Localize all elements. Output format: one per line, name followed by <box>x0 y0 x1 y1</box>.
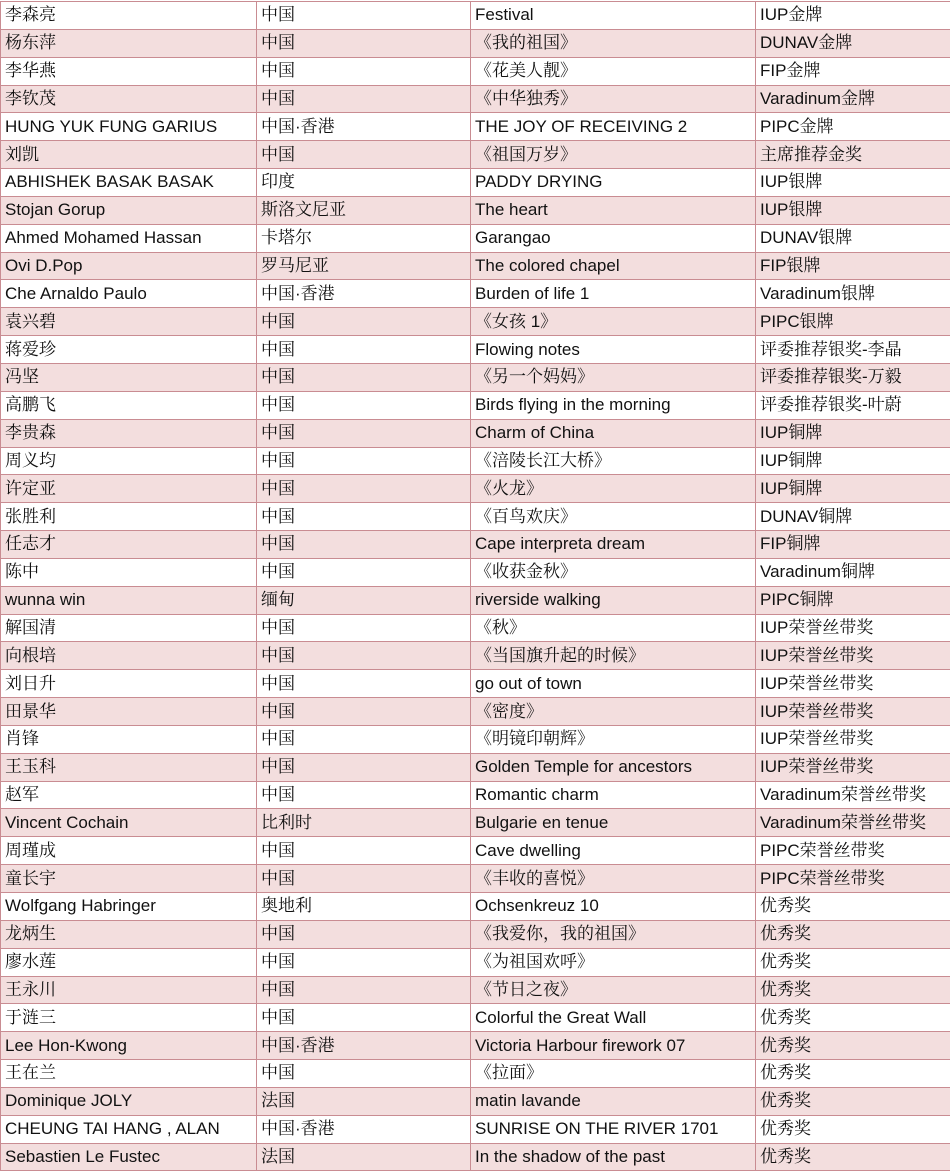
photographer-cell: 李森亮 <box>1 2 257 30</box>
award-cell: 优秀奖 <box>756 948 950 976</box>
award-cell: 评委推荐银奖-李晶 <box>756 336 950 364</box>
photographer-cell: 王玉科 <box>1 753 257 781</box>
award-cell: 评委推荐银奖-叶蔚 <box>756 391 950 419</box>
award-cell: IUP荣誉丝带奖 <box>756 753 950 781</box>
country-cell: 中国 <box>257 85 471 113</box>
photographer-cell: 冯坚 <box>1 363 257 391</box>
photographer-cell: 李贵森 <box>1 419 257 447</box>
award-cell: 优秀奖 <box>756 1115 950 1143</box>
table-row <box>1 893 950 921</box>
photographer-cell: 周瑾成 <box>1 837 257 865</box>
country-cell: 中国 <box>257 865 471 893</box>
award-cell: IUP铜牌 <box>756 419 950 447</box>
work-title-cell: Festival <box>471 2 756 30</box>
work-title-cell: matin lavande <box>471 1087 756 1115</box>
table-row <box>1 2 950 30</box>
country-cell: 中国 <box>257 558 471 586</box>
country-cell: 中国·香港 <box>257 113 471 141</box>
awards-table-body <box>1 2 950 1171</box>
work-title-cell: Golden Temple for ancestors <box>471 753 756 781</box>
country-cell: 法国 <box>257 1143 471 1171</box>
work-title-cell: 《丰收的喜悦》 <box>471 865 756 893</box>
country-cell: 中国·香港 <box>257 1115 471 1143</box>
country-cell: 中国 <box>257 141 471 169</box>
photographer-cell: Stojan Gorup <box>1 196 257 224</box>
photographer-cell: 王永川 <box>1 976 257 1004</box>
award-cell: 优秀奖 <box>756 1060 950 1088</box>
award-cell: Varadinum荣誉丝带奖 <box>756 809 950 837</box>
table-row <box>1 419 950 447</box>
award-cell: 优秀奖 <box>756 920 950 948</box>
work-title-cell: Garangao <box>471 224 756 252</box>
photographer-cell: 龙炳生 <box>1 920 257 948</box>
work-title-cell: The colored chapel <box>471 252 756 280</box>
country-cell: 中国 <box>257 2 471 30</box>
country-cell: 中国 <box>257 447 471 475</box>
photographer-cell: 高鹏飞 <box>1 391 257 419</box>
photographer-cell: 陈中 <box>1 558 257 586</box>
table-row <box>1 113 950 141</box>
table-row <box>1 169 950 197</box>
photographer-cell: 蒋爱珍 <box>1 336 257 364</box>
table-row <box>1 725 950 753</box>
table-row <box>1 531 950 559</box>
award-cell: Varadinum荣誉丝带奖 <box>756 781 950 809</box>
award-cell: 优秀奖 <box>756 893 950 921</box>
country-cell: 中国 <box>257 948 471 976</box>
work-title-cell: 《花美人靓》 <box>471 57 756 85</box>
photographer-cell: 赵军 <box>1 781 257 809</box>
table-row <box>1 614 950 642</box>
award-cell: Varadinum银牌 <box>756 280 950 308</box>
table-row <box>1 976 950 1004</box>
table-row <box>1 29 950 57</box>
photographer-cell: Vincent Cochain <box>1 809 257 837</box>
country-cell: 中国 <box>257 336 471 364</box>
photographer-cell: 刘凯 <box>1 141 257 169</box>
award-cell: Varadinum金牌 <box>756 85 950 113</box>
photographer-cell: 杨东萍 <box>1 29 257 57</box>
work-title-cell: Cape interpreta dream <box>471 531 756 559</box>
work-title-cell: 《收获金秋》 <box>471 558 756 586</box>
work-title-cell: Bulgarie en tenue <box>471 809 756 837</box>
table-row <box>1 391 950 419</box>
work-title-cell: riverside walking <box>471 586 756 614</box>
country-cell: 中国 <box>257 29 471 57</box>
award-cell: FIP银牌 <box>756 252 950 280</box>
photographer-cell: HUNG YUK FUNG GARIUS <box>1 113 257 141</box>
photographer-cell: Sebastien Le Fustec <box>1 1143 257 1171</box>
work-title-cell: In the shadow of the past <box>471 1143 756 1171</box>
table-row <box>1 586 950 614</box>
work-title-cell: Romantic charm <box>471 781 756 809</box>
photographer-cell: ABHISHEK BASAK BASAK <box>1 169 257 197</box>
award-cell: 优秀奖 <box>756 1004 950 1032</box>
award-cell: DUNAV铜牌 <box>756 503 950 531</box>
award-cell: IUP铜牌 <box>756 447 950 475</box>
award-cell: IUP荣誉丝带奖 <box>756 725 950 753</box>
photographer-cell: 许定亚 <box>1 475 257 503</box>
table-row <box>1 920 950 948</box>
country-cell: 中国·香港 <box>257 280 471 308</box>
award-cell: 评委推荐银奖-万毅 <box>756 363 950 391</box>
table-row <box>1 1060 950 1088</box>
table-row <box>1 1004 950 1032</box>
country-cell: 卡塔尔 <box>257 224 471 252</box>
photographer-cell: CHEUNG TAI HANG , ALAN <box>1 1115 257 1143</box>
table-row <box>1 252 950 280</box>
work-title-cell: 《明镜印朝辉》 <box>471 725 756 753</box>
photographer-cell: 肖锋 <box>1 725 257 753</box>
photographer-cell: Wolfgang Habringer <box>1 893 257 921</box>
work-title-cell: Flowing notes <box>471 336 756 364</box>
award-cell: IUP铜牌 <box>756 475 950 503</box>
country-cell: 缅甸 <box>257 586 471 614</box>
table-row <box>1 475 950 503</box>
work-title-cell: 《为祖国欢呼》 <box>471 948 756 976</box>
table-row <box>1 753 950 781</box>
country-cell: 中国 <box>257 419 471 447</box>
table-row <box>1 1143 950 1171</box>
work-title-cell: 《秋》 <box>471 614 756 642</box>
photographer-cell: Ovi D.Pop <box>1 252 257 280</box>
award-cell: DUNAV金牌 <box>756 29 950 57</box>
award-cell: IUP荣誉丝带奖 <box>756 698 950 726</box>
country-cell: 中国 <box>257 698 471 726</box>
photographer-cell: 张胜利 <box>1 503 257 531</box>
award-cell: IUP荣誉丝带奖 <box>756 642 950 670</box>
table-row <box>1 670 950 698</box>
table-row <box>1 1115 950 1143</box>
table-row <box>1 447 950 475</box>
table-row <box>1 642 950 670</box>
award-cell: FIP金牌 <box>756 57 950 85</box>
award-cell: PIPC金牌 <box>756 113 950 141</box>
table-row <box>1 363 950 391</box>
table-row <box>1 948 950 976</box>
photographer-cell: Lee Hon-Kwong <box>1 1032 257 1060</box>
award-cell: 优秀奖 <box>756 976 950 1004</box>
award-cell: PIPC银牌 <box>756 308 950 336</box>
work-title-cell: Charm of China <box>471 419 756 447</box>
photographer-cell: 周义均 <box>1 447 257 475</box>
country-cell: 中国 <box>257 781 471 809</box>
photographer-cell: 于涟三 <box>1 1004 257 1032</box>
work-title-cell: 《涪陵长江大桥》 <box>471 447 756 475</box>
award-cell: IUP银牌 <box>756 169 950 197</box>
award-cell: 优秀奖 <box>756 1032 950 1060</box>
work-title-cell: 《祖国万岁》 <box>471 141 756 169</box>
photographer-cell: 李华燕 <box>1 57 257 85</box>
photographer-cell: wunna win <box>1 586 257 614</box>
table-row <box>1 781 950 809</box>
country-cell: 中国 <box>257 753 471 781</box>
country-cell: 法国 <box>257 1087 471 1115</box>
award-cell: 主席推荐金奖 <box>756 141 950 169</box>
work-title-cell: SUNRISE ON THE RIVER 1701 <box>471 1115 756 1143</box>
table-row <box>1 1032 950 1060</box>
table-row <box>1 196 950 224</box>
award-cell: PIPC铜牌 <box>756 586 950 614</box>
country-cell: 中国 <box>257 642 471 670</box>
photographer-cell: 刘日升 <box>1 670 257 698</box>
photographer-cell: Ahmed Mohamed Hassan <box>1 224 257 252</box>
photographer-cell: 向根培 <box>1 642 257 670</box>
work-title-cell: 《火龙》 <box>471 475 756 503</box>
photographer-cell: 廖水莲 <box>1 948 257 976</box>
award-cell: DUNAV银牌 <box>756 224 950 252</box>
photographer-cell: Dominique JOLY <box>1 1087 257 1115</box>
award-cell: 优秀奖 <box>756 1143 950 1171</box>
award-cell: IUP荣誉丝带奖 <box>756 670 950 698</box>
country-cell: 中国 <box>257 531 471 559</box>
work-title-cell: Burden of life 1 <box>471 280 756 308</box>
table-row <box>1 809 950 837</box>
table-row <box>1 558 950 586</box>
work-title-cell: Victoria Harbour firework 07 <box>471 1032 756 1060</box>
country-cell: 中国 <box>257 475 471 503</box>
country-cell: 中国 <box>257 725 471 753</box>
work-title-cell: 《女孩 1》 <box>471 308 756 336</box>
award-cell: IUP银牌 <box>756 196 950 224</box>
photographer-cell: 任志才 <box>1 531 257 559</box>
country-cell: 中国 <box>257 503 471 531</box>
country-cell: 中国 <box>257 976 471 1004</box>
table-row <box>1 57 950 85</box>
award-cell: PIPC荣誉丝带奖 <box>756 837 950 865</box>
work-title-cell: PADDY DRYING <box>471 169 756 197</box>
country-cell: 印度 <box>257 169 471 197</box>
table-row <box>1 280 950 308</box>
work-title-cell: go out of town <box>471 670 756 698</box>
table-row <box>1 336 950 364</box>
table-row <box>1 85 950 113</box>
work-title-cell: 《密度》 <box>471 698 756 726</box>
photographer-cell: 王在兰 <box>1 1060 257 1088</box>
award-cell: 优秀奖 <box>756 1087 950 1115</box>
photographer-cell: Che Arnaldo Paulo <box>1 280 257 308</box>
photographer-cell: 李钦茂 <box>1 85 257 113</box>
country-cell: 中国 <box>257 670 471 698</box>
country-cell: 奥地利 <box>257 893 471 921</box>
work-title-cell: 《节日之夜》 <box>471 976 756 1004</box>
country-cell: 斯洛文尼亚 <box>257 196 471 224</box>
country-cell: 中国 <box>257 614 471 642</box>
work-title-cell: 《我的祖国》 <box>471 29 756 57</box>
work-title-cell: 《当国旗升起的时候》 <box>471 642 756 670</box>
country-cell: 中国 <box>257 57 471 85</box>
photographer-cell: 解国清 <box>1 614 257 642</box>
table-row <box>1 141 950 169</box>
award-cell: Varadinum铜牌 <box>756 558 950 586</box>
work-title-cell: 《拉面》 <box>471 1060 756 1088</box>
work-title-cell: Cave dwelling <box>471 837 756 865</box>
table-row <box>1 503 950 531</box>
table-row <box>1 698 950 726</box>
work-title-cell: 《另一个妈妈》 <box>471 363 756 391</box>
photographer-cell: 袁兴碧 <box>1 308 257 336</box>
award-cell: IUP金牌 <box>756 2 950 30</box>
work-title-cell: 《我爱你，我的祖国》 <box>471 920 756 948</box>
photographer-cell: 田景华 <box>1 698 257 726</box>
country-cell: 中国 <box>257 837 471 865</box>
work-title-cell: 《百鸟欢庆》 <box>471 503 756 531</box>
country-cell: 罗马尼亚 <box>257 252 471 280</box>
country-cell: 中国 <box>257 920 471 948</box>
country-cell: 中国 <box>257 1004 471 1032</box>
table-row <box>1 308 950 336</box>
awards-table <box>0 1 950 1171</box>
country-cell: 比利时 <box>257 809 471 837</box>
country-cell: 中国 <box>257 391 471 419</box>
table-row <box>1 224 950 252</box>
country-cell: 中国·香港 <box>257 1032 471 1060</box>
photographer-cell: 童长宇 <box>1 865 257 893</box>
work-title-cell: Birds flying in the morning <box>471 391 756 419</box>
award-cell: PIPC荣誉丝带奖 <box>756 865 950 893</box>
country-cell: 中国 <box>257 1060 471 1088</box>
work-title-cell: Ochsenkreuz 10 <box>471 893 756 921</box>
work-title-cell: 《中华独秀》 <box>471 85 756 113</box>
table-row <box>1 837 950 865</box>
award-cell: IUP荣誉丝带奖 <box>756 614 950 642</box>
work-title-cell: The heart <box>471 196 756 224</box>
country-cell: 中国 <box>257 363 471 391</box>
table-row <box>1 1087 950 1115</box>
table-row <box>1 865 950 893</box>
award-cell: FIP铜牌 <box>756 531 950 559</box>
work-title-cell: Colorful the Great Wall <box>471 1004 756 1032</box>
work-title-cell: THE JOY OF RECEIVING 2 <box>471 113 756 141</box>
country-cell: 中国 <box>257 308 471 336</box>
